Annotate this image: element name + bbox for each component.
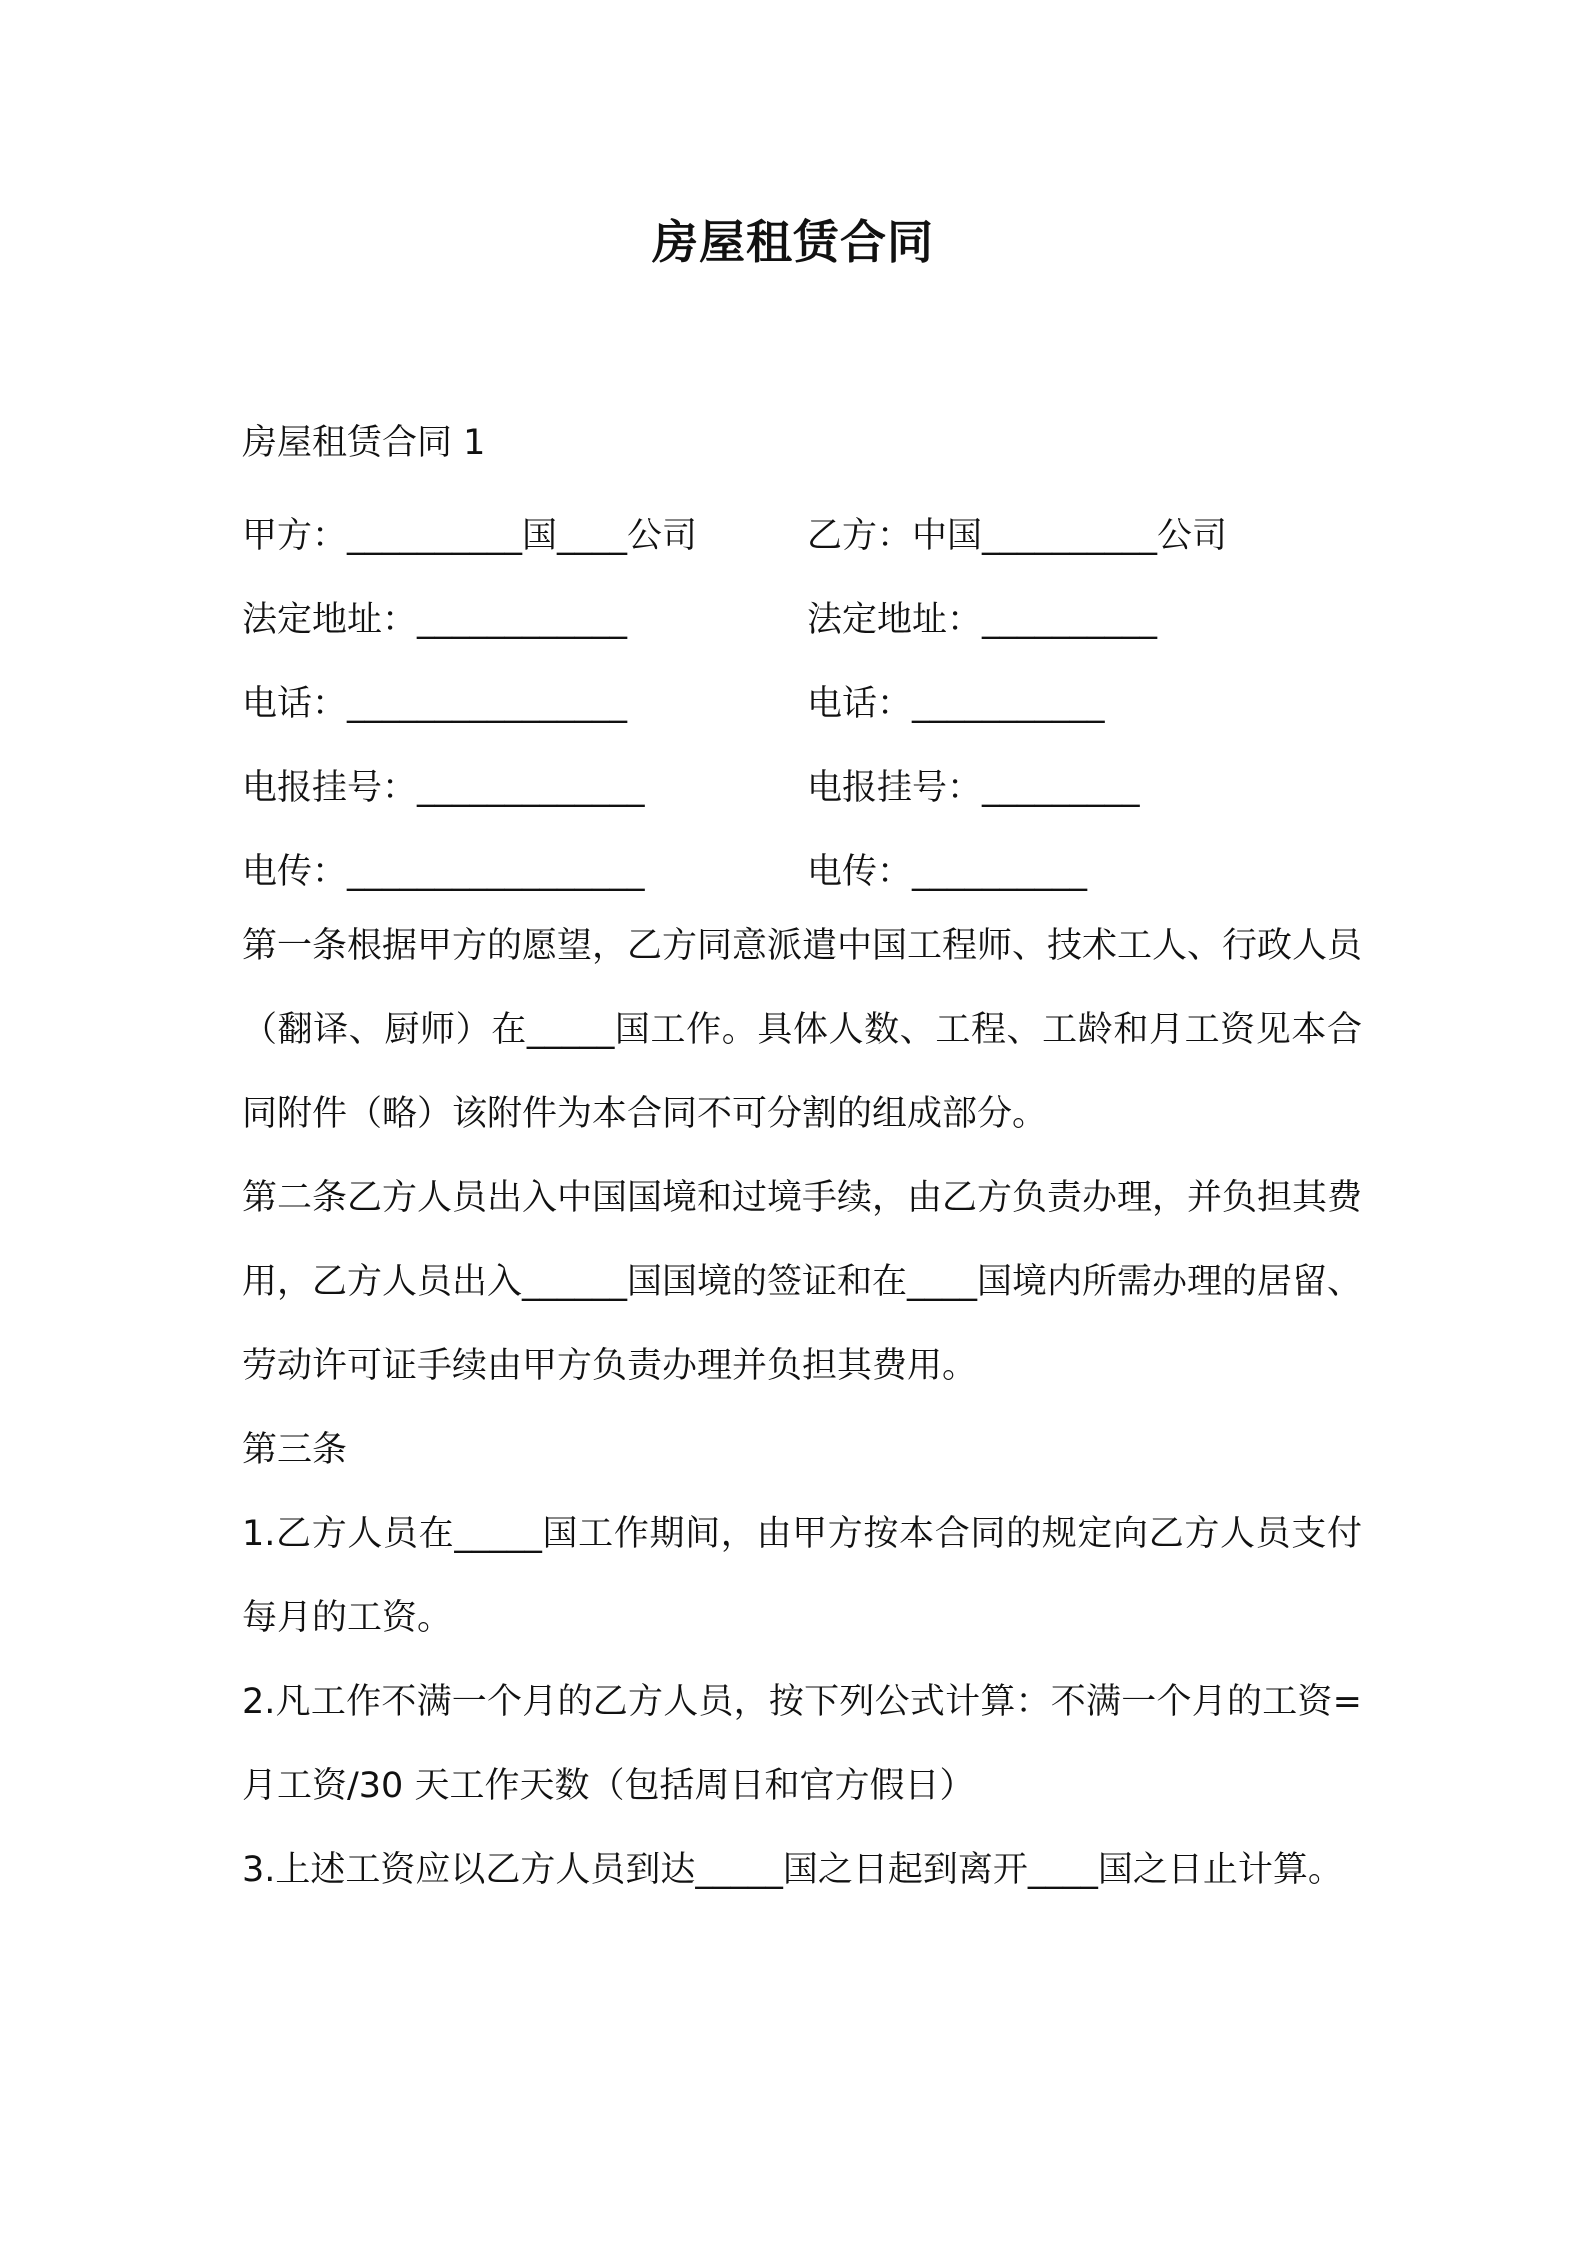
party-a-address: 法定地址：____________: [242, 600, 628, 640]
party-b-address: 法定地址：__________: [807, 600, 1158, 640]
party-a-name: 甲方：__________国____公司: [242, 516, 698, 556]
clause-3-item-2: 2.凡工作不满一个月的乙方人员，按下列公式计算：不满一个月的工资=月工资/30 天工作天数（包括周日和官方假日）: [242, 1682, 1362, 1806]
party-b-name: 乙方：中国__________公司: [807, 516, 1228, 556]
contract-body: [242, 904, 1362, 1912]
party-row-phone: [242, 662, 1352, 746]
party-b-telex: 电传：__________: [807, 852, 1088, 892]
party-b-telegraph: 电报挂号：_________: [807, 768, 1140, 808]
party-row-name: [242, 494, 1352, 578]
party-a-telex: 电传：_________________: [242, 852, 645, 892]
party-row-telegraph: [242, 746, 1352, 830]
clause-3-item-1: 1.乙方人员在_____国工作期间，由甲方按本合同的规定向乙方人员支付每月的工资。: [242, 1514, 1362, 1638]
contract-subtitle: 房屋租赁合同 1: [242, 423, 486, 463]
party-info-table: [242, 494, 1352, 914]
clause-1: 第一条根据甲方的愿望，乙方同意派遣中国工程师、技术工人、行政人员（翻译、厨师）在_____国工作。具体人数、工程、工龄和月工资见本合同附件（略）该附件为本合同不可分割的组成部分。: [242, 926, 1363, 1134]
page-title: 房屋租赁合同: [652, 215, 934, 269]
clause-2: 第二条乙方人员出入中国国境和过境手续，由乙方负责办理，并负担其费用，乙方人员出入______国国境的签证和在____国境内所需办理的居留、劳动许可证手续由甲方负责办理并负担其费用。: [242, 1178, 1363, 1386]
clause-3-item-3: 3.上述工资应以乙方人员到达_____国之日起到离开____国之日止计算。: [242, 1850, 1343, 1890]
clause-3-heading: 第三条: [242, 1430, 348, 1470]
party-row-telex: [242, 830, 1352, 914]
party-a-phone: 电话：________________: [242, 684, 628, 724]
party-b-phone: 电话：___________: [807, 684, 1105, 724]
party-row-address: [242, 578, 1352, 662]
party-a-telegraph: 电报挂号：_____________: [242, 768, 645, 808]
